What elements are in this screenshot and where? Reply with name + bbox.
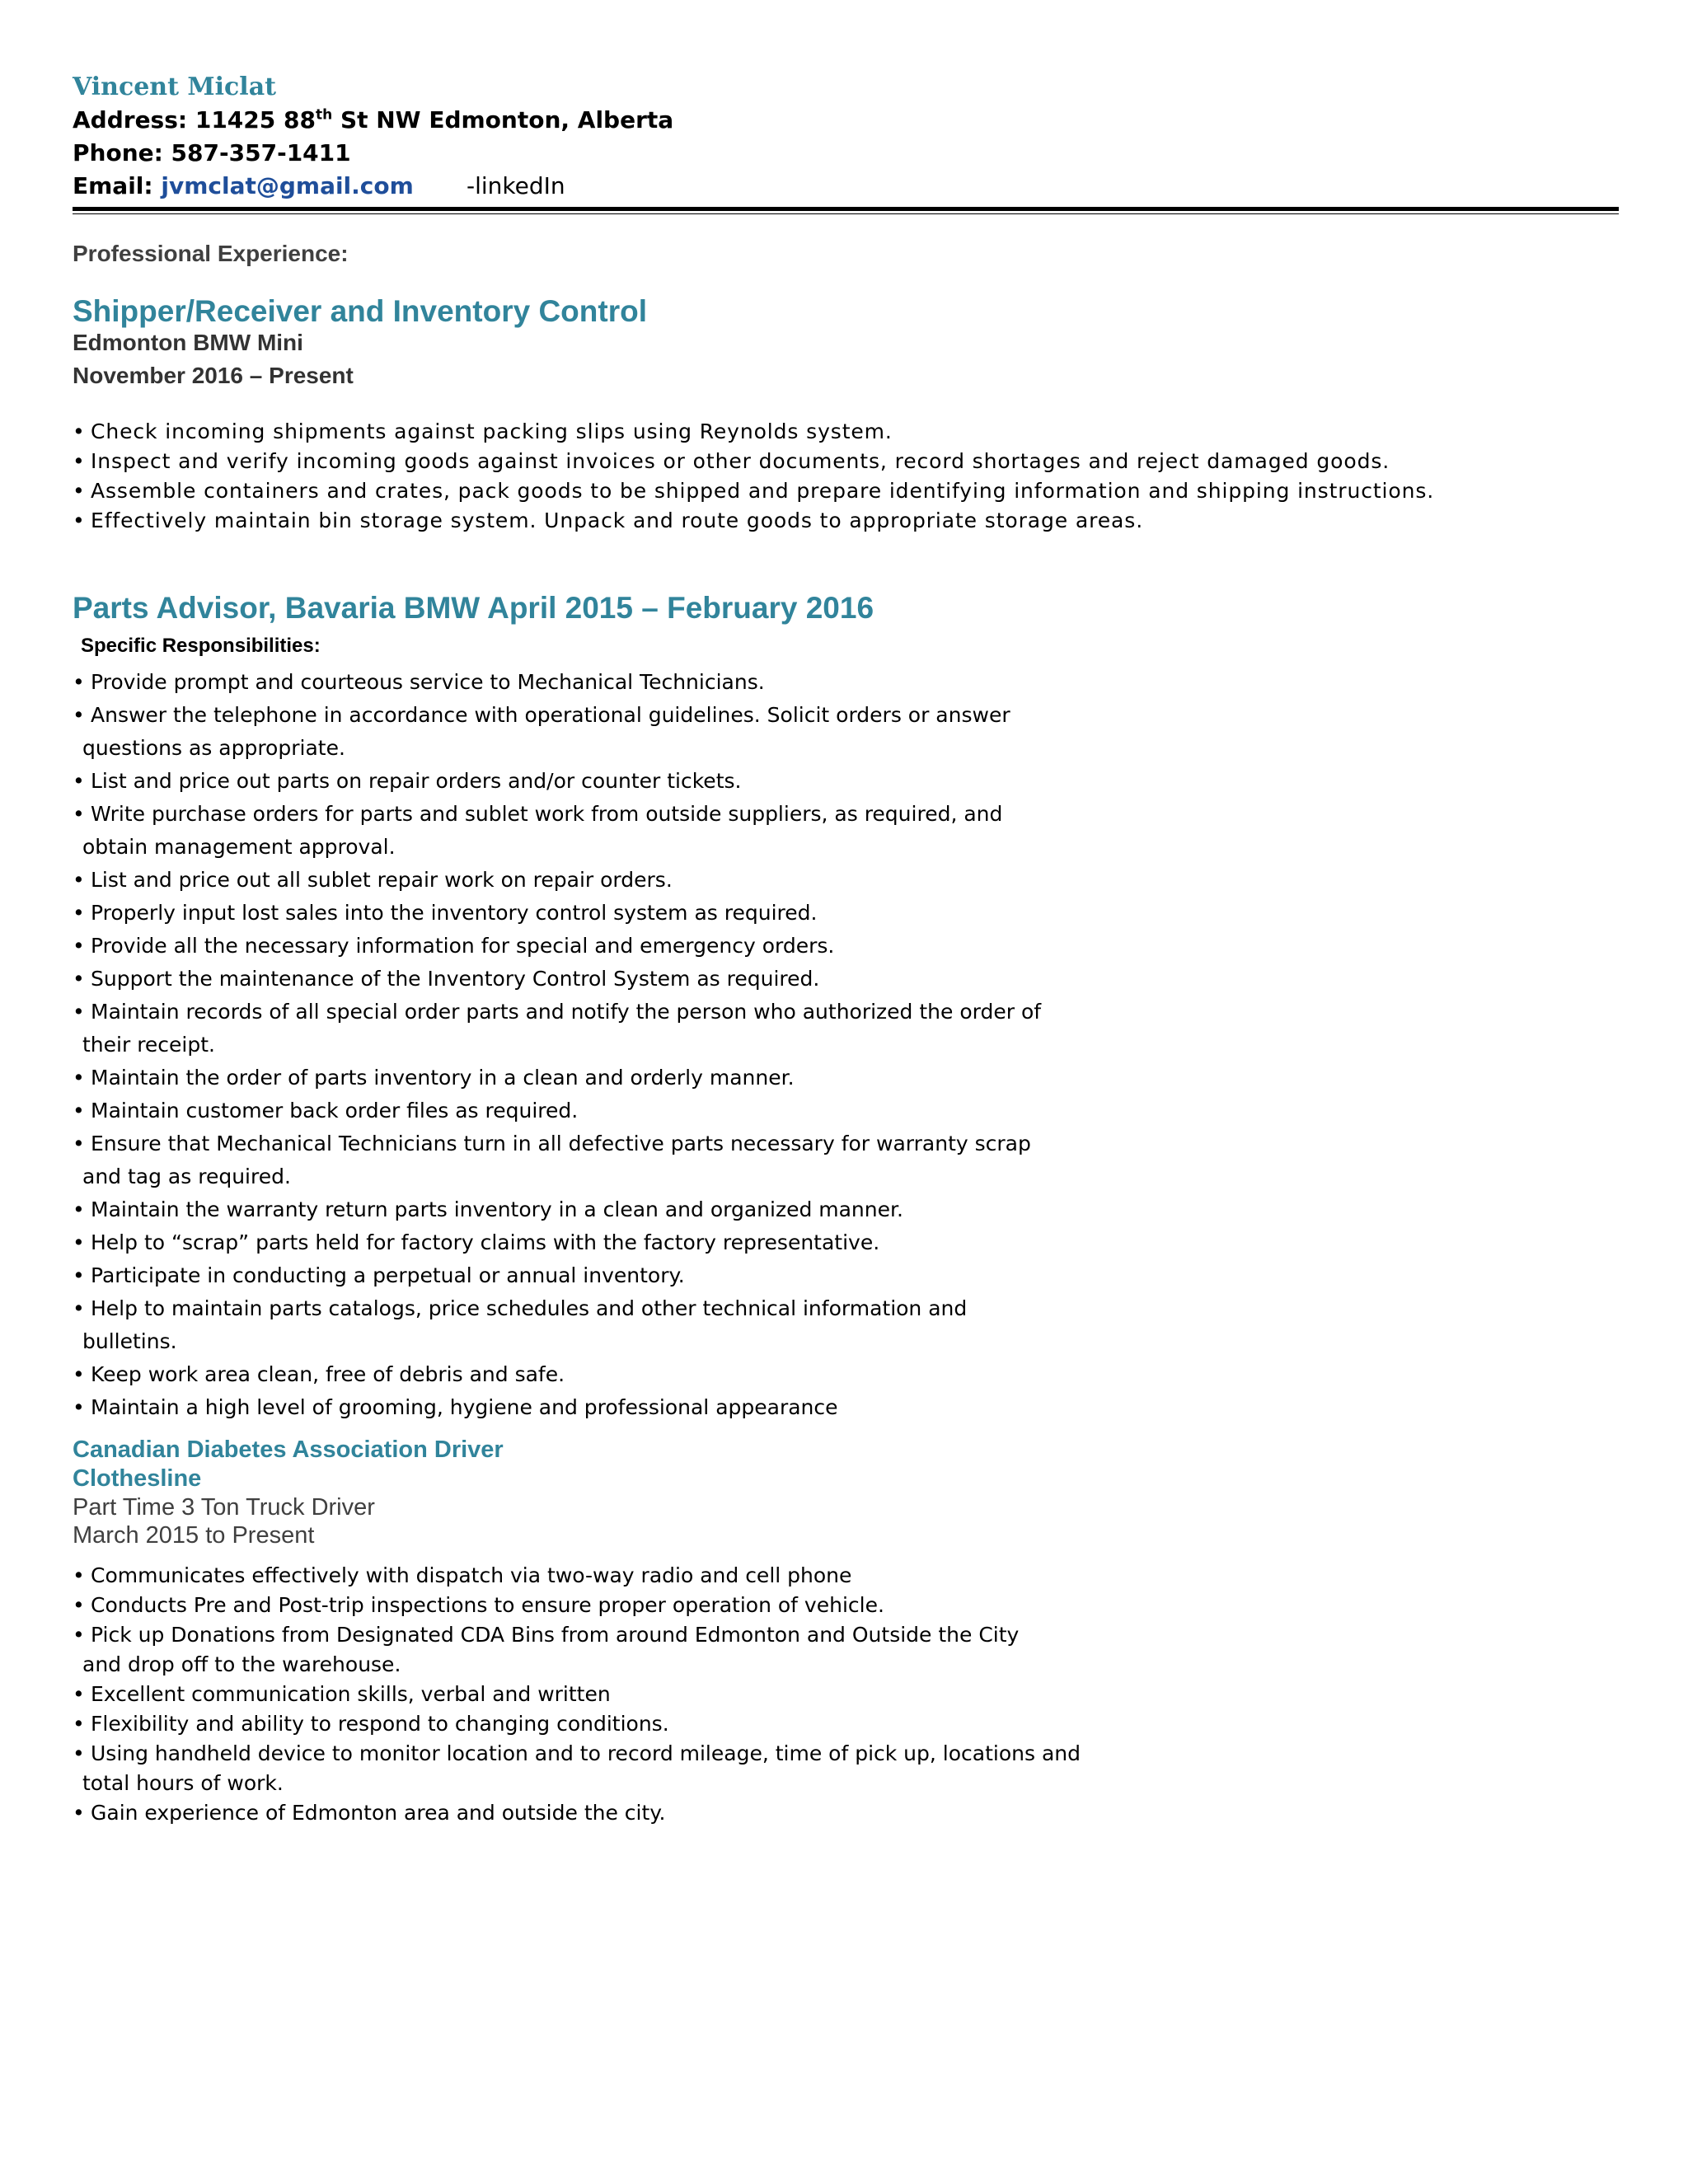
bullet-text: Maintain the warranty return parts inventory in a clean and organized manner. [91,1197,903,1221]
list-item [73,1709,1081,1739]
list-item [73,476,1434,506]
bullet-glyph: • [73,1066,85,1090]
bullet-glyph: • [73,479,86,503]
bullet-text: Check incoming shipments against packing slips using Reynolds system. [91,419,893,443]
bullet-glyph: • [73,1362,85,1386]
bullet-text: Maintain a high level of grooming, hygiene and professional appearance [91,1395,838,1419]
bullet-glyph: • [73,1000,85,1024]
bullet-text: Keep work area clean, free of debris and safe. [91,1362,565,1386]
list-item [73,1561,1081,1591]
bullet-glyph: • [73,1563,85,1587]
header-divider-thin [73,213,1619,214]
bullet-glyph: • [73,419,86,443]
list-item [73,1680,1081,1709]
bullet-glyph: • [73,868,85,892]
bullet-text: List and price out all sublet repair work on repair orders. [91,868,673,892]
bullet-text: Properly input lost sales into the inventory control system as required. [91,901,818,925]
list-item [73,1591,1081,1620]
bullet-text: Maintain the order of parts inventory in a clean and orderly manner. [91,1066,795,1090]
bullet-text-continued: and drop off to the warehouse. [82,1652,401,1676]
bullet-text: Maintain customer back order files as required. [91,1099,579,1122]
job-company: Clothesline [73,1465,202,1492]
list-item [73,1292,1041,1358]
list-item [73,1127,1041,1193]
bullet-text-continued: their receipt. [82,1033,215,1057]
bullet-glyph: • [73,802,85,826]
phone-line: Phone: 587-357-1411 [73,139,351,166]
list-item [73,1259,1041,1292]
list-item [73,1739,1081,1798]
list-item [73,765,1041,798]
bullet-glyph: • [73,1296,85,1320]
job-title: Shipper/Receiver and Inventory Control [73,294,647,328]
bullet-glyph: • [73,1263,85,1287]
job-dates: November 2016 – Present [73,363,354,388]
job-shipper-receiver [73,293,647,391]
bullet-text: Flexibility and ability to respond to changing conditions. [91,1712,669,1736]
bullet-glyph: • [73,1230,85,1254]
bullet-text: Maintain records of all special order parts and notify the person who authorized the order of [91,1000,1042,1024]
bullet-glyph: • [73,901,85,925]
list-item [73,798,1041,864]
address-rest: St NW Edmonton, Alberta [332,106,674,134]
bullet-glyph: • [73,1682,85,1706]
bullet-text-continued: and tag as required. [82,1165,291,1188]
bullet-text: Assemble containers and crates, pack goods to be shipped and prepare identifying information and shipping instructions. [91,479,1435,503]
bullet-glyph: • [73,449,86,473]
bullet-text-continued: obtain management approval. [82,835,396,859]
list-item [73,417,1434,447]
job-bullets-shipper [73,417,1434,536]
list-item [73,930,1041,963]
email-label: Email: [73,172,162,199]
job-title: Canadian Diabetes Association Driver [73,1436,504,1463]
bullet-glyph: • [73,1099,85,1122]
bullet-text: Provide all the necessary information for special and emergency orders. [91,934,835,958]
bullet-text: List and price out parts on repair orders and/or counter tickets. [91,769,742,793]
bullet-text: Write purchase orders for parts and sublet work from outside suppliers, as required, and [91,802,1003,826]
list-item [73,897,1041,930]
contact-header [73,71,673,203]
linkedin-link[interactable]: -linkedIn [467,172,565,199]
list-item [73,1358,1041,1391]
email-link[interactable]: jvmclat@gmail.com [161,172,414,199]
bullet-glyph: • [73,769,85,793]
list-item [73,666,1041,699]
header-divider [73,207,1619,211]
bullet-text: Help to maintain parts catalogs, price schedules and other technical information and [91,1296,968,1320]
bullet-text: Conducts Pre and Post-trip inspections to ensure proper operation of vehicle. [91,1593,884,1617]
bullet-glyph: • [73,703,85,727]
email-line [73,170,673,203]
job-company: Edmonton BMW Mini [73,330,303,355]
bullet-glyph: • [73,1741,85,1765]
bullet-text: Help to “scrap” parts held for factory claims with the factory representative. [91,1230,880,1254]
address-label: Address: 11425 88 [73,106,316,134]
list-item [73,996,1041,1062]
list-item [73,1391,1041,1424]
bullet-text: Ensure that Mechanical Technicians turn in all defective parts necessary for warranty scrap [91,1132,1031,1155]
bullet-text: Provide prompt and courteous service to Mechanical Technicians. [91,670,765,694]
bullet-text: Gain experience of Edmonton area and outside the city. [91,1801,666,1825]
bullet-glyph: • [73,509,86,532]
list-item [73,1226,1041,1259]
list-item [73,1094,1041,1127]
bullet-text: Excellent communication skills, verbal and written [91,1682,611,1706]
list-item [73,864,1041,897]
bullet-glyph: • [73,934,85,958]
list-item [73,506,1434,536]
bullet-glyph: • [73,1801,85,1825]
bullet-text-continued: total hours of work. [82,1771,284,1795]
list-item [73,1193,1041,1226]
bullet-text: Communicates effectively with dispatch via two-way radio and cell phone [91,1563,852,1587]
bullet-text-continued: questions as appropriate. [82,736,345,760]
job-parts-advisor [73,590,874,626]
bullet-glyph: • [73,670,85,694]
bullet-glyph: • [73,1395,85,1419]
bullet-text: Inspect and verify incoming goods against invoices or other documents, record shortages and reject damaged goods. [91,449,1390,473]
address-superscript: th [315,106,333,124]
list-item [73,1062,1041,1094]
list-item [73,699,1041,765]
bullet-text: Effectively maintain bin storage system. Unpack and route goods to appropriate storage areas. [91,509,1144,532]
job-cda-driver [73,1436,504,1549]
bullet-glyph: • [73,1712,85,1736]
bullet-text-continued: bulletins. [82,1329,177,1353]
list-item [73,1620,1081,1680]
job-role: Part Time 3 Ton Truck Driver [73,1494,375,1521]
bullet-glyph: • [73,1132,85,1155]
candidate-name: Vincent Miclat [73,73,276,101]
responsibilities-label: Specific Responsibilities: [81,635,321,657]
job-title: Parts Advisor, Bavaria BMW April 2015 – February 2016 [73,591,874,625]
section-professional-experience: Professional Experience: [73,241,349,266]
list-item [73,1798,1081,1828]
list-item [73,447,1434,476]
bullet-glyph: • [73,967,85,991]
bullet-text: Participate in conducting a perpetual or annual inventory. [91,1263,685,1287]
bullet-text: Pick up Donations from Designated CDA Bins from around Edmonton and Outside the City [91,1623,1020,1647]
address-line [73,104,673,137]
bullet-glyph: • [73,1593,85,1617]
bullet-glyph: • [73,1623,85,1647]
list-item [73,963,1041,996]
bullet-text: Answer the telephone in accordance with operational guidelines. Solicit orders or answer [91,703,1010,727]
job-dates: March 2015 to Present [73,1522,315,1549]
bullet-text: Using handheld device to monitor location and to record mileage, time of pick up, locations and [91,1741,1081,1765]
job-bullets-cda-driver [73,1561,1081,1828]
bullet-glyph: • [73,1197,85,1221]
bullet-text: Support the maintenance of the Inventory Control System as required. [91,967,820,991]
job-bullets-parts-advisor [73,666,1041,1424]
